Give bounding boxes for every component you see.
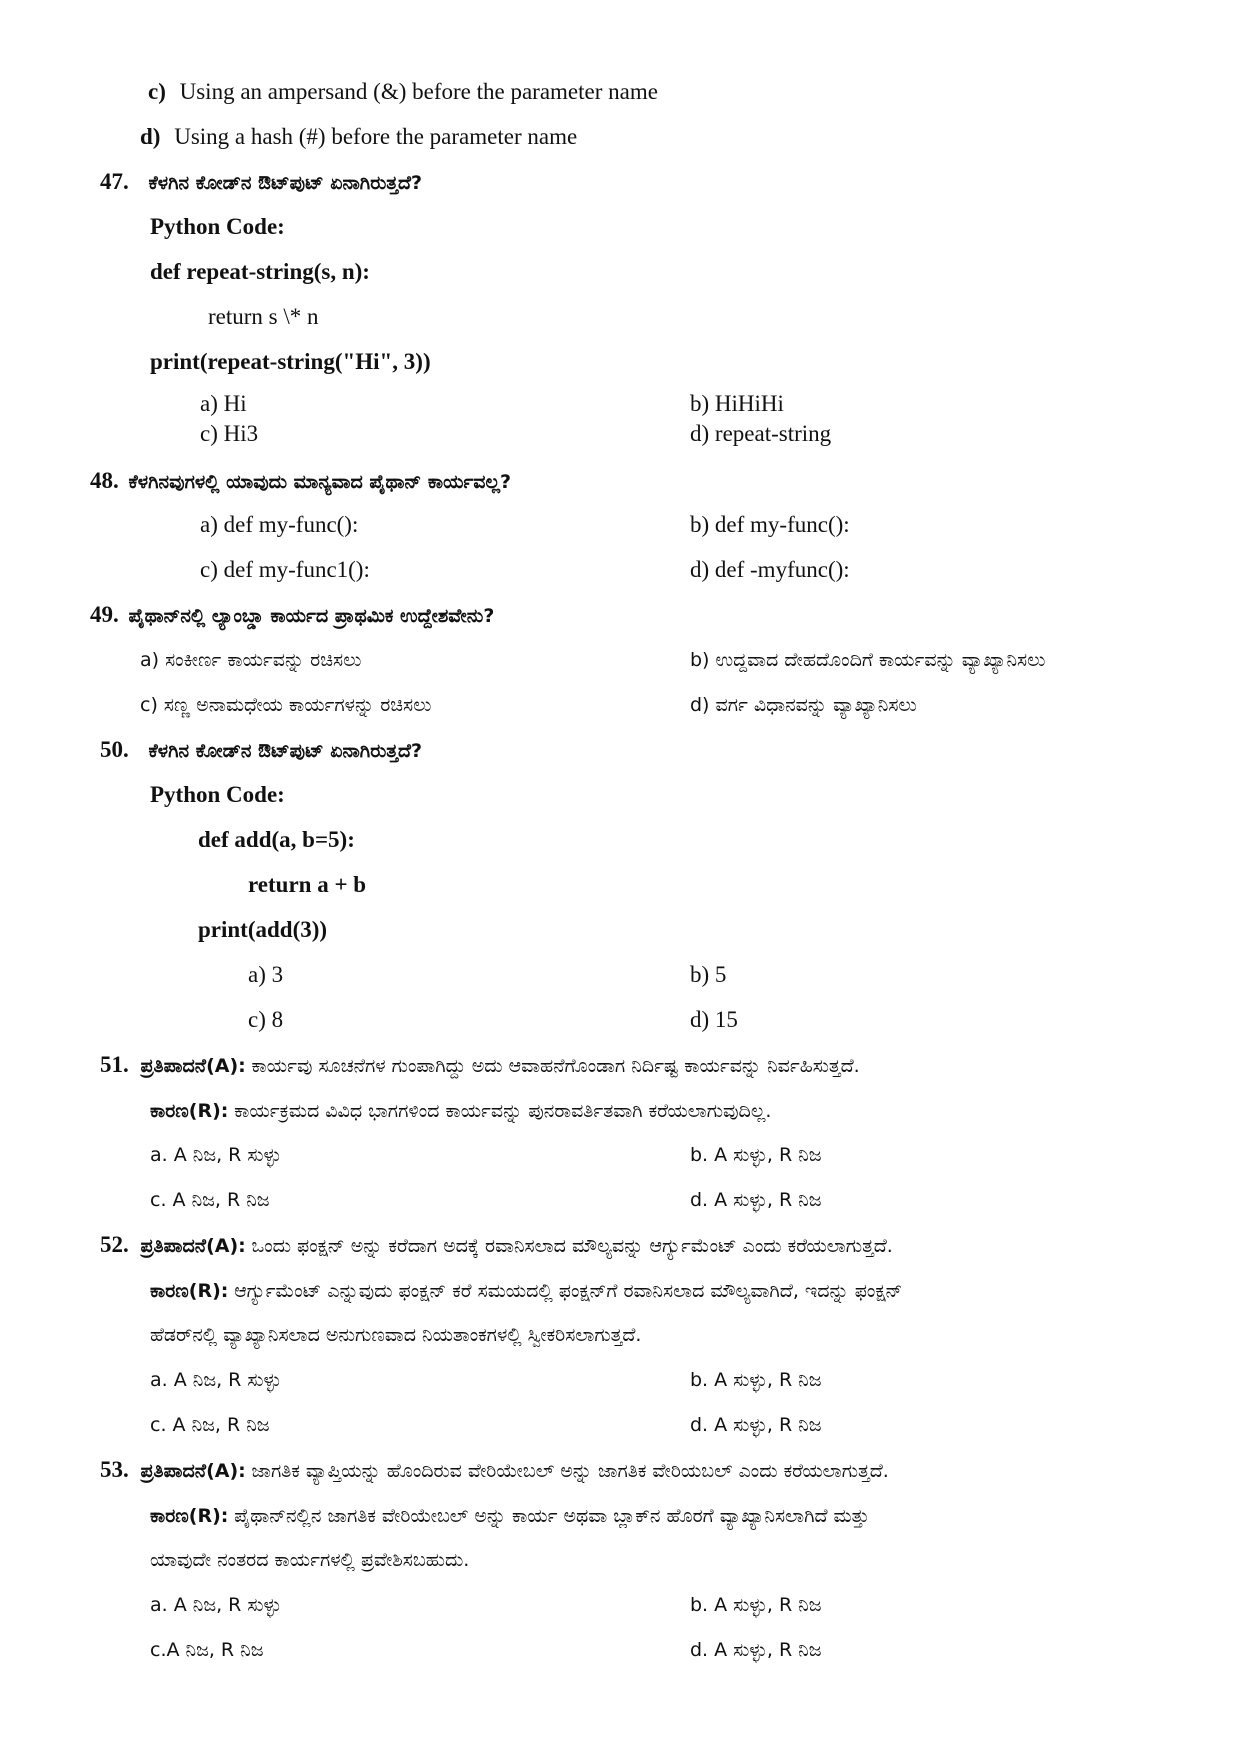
q50-code-heading: Python Code: xyxy=(150,782,285,807)
q52-assertion: 52. ಪ್ರತಿಪಾದನೆ(A): ಒಂದು ಫಂಕ್ಷನ್ ಅನ್ನು ಕರೆದಾಗ ಅದಕ್ಕೆ ರವಾನಿಸಲಾದ ಮೌಲ್ಯವನ್ನು ಆರ್ಗ್ಯುಮೆಂಟ್ ಎಂದು ಕರೆಯಲಾಗುತ್ತದೆ. xyxy=(100,1232,893,1257)
q52-option-c[interactable]: c. A ನಿಜ, R ನಿಜ xyxy=(150,1414,270,1436)
q48-option-c[interactable]: c) def my-func1(): xyxy=(200,557,370,582)
q52-option-b[interactable]: b. A ಸುಳ್ಳು, R ನಿಜ xyxy=(690,1369,822,1391)
q50-option-a[interactable]: a) 3 xyxy=(248,962,284,987)
q52-reason-cont: ಹೆಡರ್‌ನಲ್ಲಿ ವ್ಯಾಖ್ಯಾನಿಸಲಾದ ಅನುಗುಣವಾದ ನಿಯತಾಂಕಗಳಲ್ಲಿ ಸ್ವೀಕರಿಸಲಾಗುತ್ತದೆ. xyxy=(150,1324,642,1346)
q53-option-c[interactable]: c.A ನಿಜ, R ನಿಜ xyxy=(150,1639,264,1661)
q50-code-line: return a + b xyxy=(248,872,367,897)
prev-option-d: d) Using a hash (#) before the parameter name xyxy=(140,124,578,149)
q52-option-a[interactable]: a. A ನಿಜ, R ಸುಳ್ಳು xyxy=(150,1369,282,1391)
q50-option-d[interactable]: d) 15 xyxy=(690,1007,738,1032)
q47-option-c[interactable]: c) Hi3 xyxy=(200,421,259,446)
q49-option-c[interactable]: c) ಸಣ್ಣ ಅನಾಮಧೇಯ ಕಾರ್ಯಗಳನ್ನು ರಚಿಸಲು xyxy=(140,694,432,716)
q50-code-line: def add(a, b=5): xyxy=(198,827,355,852)
q49-option-b[interactable]: b) ಉದ್ದವಾದ ದೇಹದೊಂದಿಗೆ ಕಾರ್ಯವನ್ನು ವ್ಯಾಖ್ಯಾನಿಸಲು xyxy=(690,649,1046,671)
q48-question: 48. ಕೆಳಗಿನವುಗಳಲ್ಲಿ ಯಾವುದು ಮಾನ್ಯವಾದ ಪೈಥಾನ್ ಕಾರ್ಯವಲ್ಲ? xyxy=(90,468,512,493)
q50-option-b[interactable]: b) 5 xyxy=(690,962,727,987)
q47-option-b[interactable]: b) HiHiHi xyxy=(690,391,784,416)
q47-code-line: return s \* n xyxy=(208,304,319,329)
q51-reason: ಕಾರಣ(R): ಕಾರ್ಯಕ್ರಮದ ವಿವಿಧ ಭಾಗಗಳಿಂದ ಕಾರ್ಯವನ್ನು ಪುನರಾವರ್ತಿತವಾಗಿ ಕರೆಯಲಾಗುವುದಿಲ್ಲ. xyxy=(150,1100,772,1122)
q51-option-c[interactable]: c. A ನಿಜ, R ನಿಜ xyxy=(150,1189,270,1211)
q50-option-c[interactable]: c) 8 xyxy=(248,1007,284,1032)
q50-question: 50. ಕೆಳಗಿನ ಕೋಡ್‌ನ ಔಟ್‌ಪುಟ್ ಏನಾಗಿರುತ್ತದೆ? xyxy=(100,737,423,762)
q47-code-line: def repeat-string(s, n): xyxy=(150,259,370,284)
q47-option-a[interactable]: a) Hi xyxy=(200,391,247,416)
q53-assertion: 53. ಪ್ರತಿಪಾದನೆ(A): ಜಾಗತಿಕ ವ್ಯಾಪ್ತಿಯನ್ನು ಹೊಂದಿರುವ ವೇರಿಯೇಬಲ್ ಅನ್ನು ಜಾಗತಿಕ ವೇರಿಯಬಲ್ ಎಂದು ಕರೆಯಲಾಗುತ್ತದೆ. xyxy=(100,1457,889,1482)
q49-option-d[interactable]: d) ವರ್ಗ ವಿಧಾನವನ್ನು ವ್ಯಾಖ್ಯಾನಿಸಲು xyxy=(690,694,917,716)
q53-option-b[interactable]: b. A ಸುಳ್ಳು, R ನಿಜ xyxy=(690,1594,822,1616)
q52-option-d[interactable]: d. A ಸುಳ್ಳು, R ನಿಜ xyxy=(690,1414,822,1436)
q53-option-a[interactable]: a. A ನಿಜ, R ಸುಳ್ಳು xyxy=(150,1594,282,1616)
q47-option-d[interactable]: d) repeat-string xyxy=(690,421,832,446)
q51-option-d[interactable]: d. A ಸುಳ್ಳು, R ನಿಜ xyxy=(690,1189,822,1211)
q48-option-d[interactable]: d) def -myfunc(): xyxy=(690,557,850,582)
q50-code-line: print(add(3)) xyxy=(198,917,328,942)
q51-assertion: 51. ಪ್ರತಿಪಾದನೆ(A): ಕಾರ್ಯವು ಸೂಚನೆಗಳ ಗುಂಪಾಗಿದ್ದು ಅದು ಆವಾಹನೆಗೊಂಡಾಗ ನಿರ್ದಿಷ್ಟ ಕಾರ್ಯವನ್ನು ನಿರ್ವಹಿಸುತ್ತದೆ. xyxy=(100,1052,860,1077)
q49-option-a[interactable]: a) ಸಂಕೀರ್ಣ ಕಾರ್ಯವನ್ನು ರಚಿಸಲು xyxy=(140,649,362,671)
q52-reason: ಕಾರಣ(R): ಆರ್ಗ್ಯುಮೆಂಟ್ ಎನ್ನುವುದು ಫಂಕ್ಷನ್ ಕರೆ ಸಮಯದಲ್ಲಿ ಫಂಕ್ಷನ್‌ಗೆ ರವಾನಿಸಲಾದ ಮೌಲ್ಯವಾಗಿದೆ, ಇದನ್ನು ಫಂಕ್ಷನ್ xyxy=(150,1280,903,1302)
q51-option-a[interactable]: a. A ನಿಜ, R ಸುಳ್ಳು xyxy=(150,1144,282,1166)
q53-reason: ಕಾರಣ(R): ಪೈಥಾನ್‌ನಲ್ಲಿನ ಜಾಗತಿಕ ವೇರಿಯೇಬಲ್ ಅನ್ನು ಕಾರ್ಯ ಅಥವಾ ಬ್ಲಾಕ್‌ನ ಹೊರಗೆ ವ್ಯಾಖ್ಯಾನಿಸಲಾಗಿದೆ ಮತ್ತು xyxy=(150,1505,870,1527)
prev-option-c: c) Using an ampersand (&) before the parameter name xyxy=(148,79,658,104)
q47-question: 47. ಕೆಳಗಿನ ಕೋಡ್‌ನ ಔಟ್‌ಪುಟ್ ಏನಾಗಿರುತ್ತದೆ? xyxy=(100,169,423,194)
q48-option-b[interactable]: b) def my-func(): xyxy=(690,512,850,537)
q49-question: 49. ಪೈಥಾನ್‌ನಲ್ಲಿ ಲ್ಯಾಂಬ್ಡಾ ಕಾರ್ಯದ ಪ್ರಾಥಮಿಕ ಉದ್ದೇಶವೇನು? xyxy=(90,602,495,627)
q53-reason-cont: ಯಾವುದೇ ನಂತರದ ಕಾರ್ಯಗಳಲ್ಲಿ ಪ್ರವೇಶಿಸಬಹುದು. xyxy=(150,1549,470,1571)
q47-code-heading: Python Code: xyxy=(150,214,285,239)
q47-code-line: print(repeat-string("Hi", 3)) xyxy=(150,349,431,374)
q51-option-b[interactable]: b. A ಸುಳ್ಳು, R ನಿಜ xyxy=(690,1144,822,1166)
q53-option-d[interactable]: d. A ಸುಳ್ಳು, R ನಿಜ xyxy=(690,1639,822,1661)
q48-option-a[interactable]: a) def my-func(): xyxy=(200,512,359,537)
